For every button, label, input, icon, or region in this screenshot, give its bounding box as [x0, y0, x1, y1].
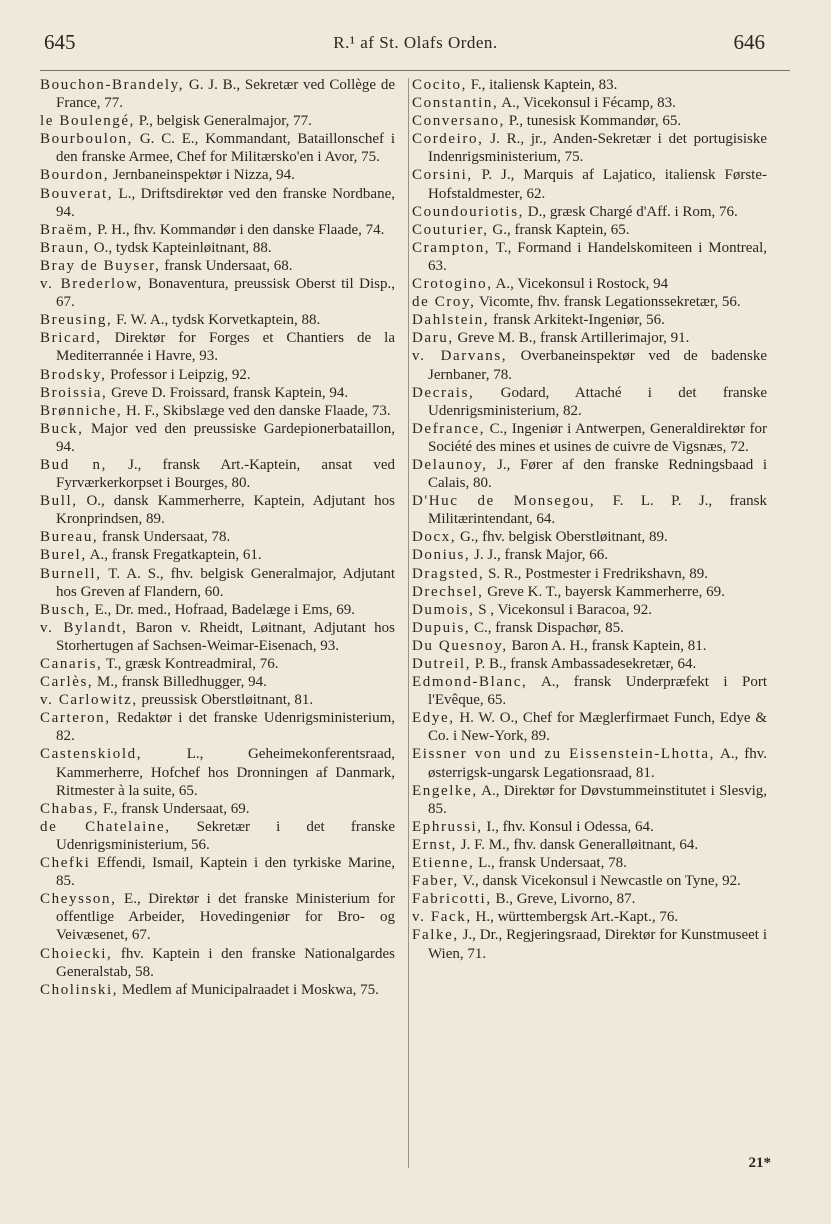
- entry-name: Delaunoy,: [412, 456, 488, 473]
- entry-name: Defrance,: [412, 420, 486, 437]
- entry-description: C., Ingeniør i Antwerpen, Generaldirektør for Société des mines et usines de cuivre de Vigsnæs, 72.: [428, 420, 767, 455]
- entry-name: Braëm,: [40, 221, 94, 238]
- index-entry: [412, 908, 767, 926]
- index-entry: [412, 818, 767, 836]
- entry-name: Burel,: [40, 547, 87, 564]
- entry-description: Godard, Attaché i det franske Udenrigsministerium, 82.: [428, 384, 767, 419]
- index-entry: [412, 655, 767, 673]
- entry-name: Chabas,: [40, 800, 100, 817]
- entry-name: le Boulengé,: [40, 113, 136, 130]
- entry-name: Dragsted,: [412, 565, 485, 582]
- entry-name: Fabricotti,: [412, 891, 492, 908]
- entry-name: de Croy,: [412, 294, 476, 311]
- entry-description: J., Dr., Regjeringsraad, Direktør for Kunstmuseet i Wien, 71.: [428, 927, 767, 962]
- index-entry: [412, 528, 767, 546]
- index-entry: [412, 673, 767, 709]
- index-entry: [40, 854, 395, 890]
- entry-description: Direktør for Forges et Chantiers de la Mediterrannée i Havre, 93.: [56, 330, 395, 365]
- index-entry: [412, 492, 767, 528]
- index-entry: [412, 384, 767, 420]
- index-entry: [40, 311, 395, 329]
- index-entry: [40, 329, 395, 365]
- index-entry: [40, 546, 395, 564]
- entry-description: A., Direktør for Døvstummeinstitutet i Slesvig, 85.: [428, 782, 767, 817]
- entry-name: Conversano,: [412, 113, 506, 130]
- entry-description: F., italiensk Kaptein, 83.: [466, 77, 618, 93]
- index-entry: [412, 637, 767, 655]
- entry-name: Engelke,: [412, 782, 478, 799]
- index-entry: [412, 329, 767, 347]
- entry-name: Coundouriotis,: [412, 203, 524, 220]
- entry-description: A., fransk Underpræfekt i Port l'Evêque, 65.: [428, 674, 767, 709]
- entry-name: Chefki: [40, 855, 91, 872]
- index-entry: [40, 745, 395, 799]
- entry-description: L., Geheimekonferentsraad, Kammerherre, Hofchef hos Dronningen af Danmark, Ritmester à la suite, 65.: [56, 746, 395, 799]
- right-column: [412, 76, 767, 963]
- index-entry: [40, 528, 395, 546]
- entry-description: G., fhv. belgisk Oberstløitnant, 89.: [456, 529, 668, 546]
- entry-description: fransk Undersaat, 68.: [160, 257, 293, 274]
- entry-description: L., Driftsdirektør ved den franske Nordbane, 94.: [56, 185, 395, 220]
- entry-name: Bud n,: [40, 456, 107, 473]
- entry-description: Major ved den preussiske Gardepionerbataillon, 94.: [56, 420, 395, 455]
- entry-name: Bull,: [40, 493, 78, 510]
- index-entry: [412, 709, 767, 745]
- index-entry: [412, 112, 767, 130]
- entry-description: G. C. E., Kommandant, Bataillonschef i den franske Armee, Chef for Militærsko'en i Avor, 75.: [56, 131, 395, 166]
- index-entry: [40, 818, 395, 854]
- index-entry: [412, 890, 767, 908]
- entry-description: A., fhv. østerrigsk-ungarsk Legationsraad, 81.: [428, 746, 767, 781]
- signature-mark: 21*: [748, 1155, 771, 1171]
- entry-description: C., fransk Dispachør, 85.: [470, 619, 624, 636]
- entry-name: Cordeiro,: [412, 131, 484, 148]
- left-column: [40, 76, 395, 999]
- entry-name: Bourdon,: [40, 167, 110, 184]
- entry-description: H. F., Skibslæge ved den danske Flaade, 73.: [122, 402, 391, 419]
- entry-description: Sekretær i det franske Udenrigsministerium, 56.: [56, 818, 395, 853]
- entry-description: Professor i Leipzig, 92.: [106, 366, 251, 383]
- entry-name: Bureau,: [40, 529, 99, 546]
- entry-description: fransk Arkitekt-Ingeniør, 56.: [489, 312, 665, 329]
- entry-name: Bourboulon,: [40, 131, 134, 148]
- entry-description: S. R., Postmester i Fredrikshavn, 89.: [484, 565, 709, 582]
- index-entry: [40, 945, 395, 981]
- entry-description: J. R., jr., Anden-Sekretær i det portugisiske Indenrigsministerium, 75.: [428, 131, 767, 166]
- index-entry: [40, 890, 395, 944]
- entry-name: Bricard,: [40, 330, 102, 347]
- index-entry: [40, 456, 395, 492]
- index-entry: [40, 673, 395, 691]
- entry-name: Decrais,: [412, 384, 475, 401]
- index-entry: [40, 981, 395, 999]
- entry-name: Dumois,: [412, 601, 475, 618]
- entry-description: F. L. P. J., fransk Militærintendant, 64.: [428, 493, 767, 528]
- index-entry: [412, 926, 767, 962]
- index-entry: [412, 745, 767, 781]
- entry-description: B., Greve, Livorno, 87.: [491, 891, 636, 908]
- index-entry: [40, 185, 395, 221]
- entry-name: Faber,: [412, 873, 459, 890]
- entry-name: Dupuis,: [412, 619, 471, 636]
- entry-description: J. F. M., fhv. dansk Generalløitnant, 64.: [457, 836, 699, 853]
- entry-description: Baron v. Rheidt, Løitnant, Adjutant hos Storhertugen af Sachsen-Weimar-Eisenach, 93.: [56, 619, 396, 654]
- entry-description: L., fransk Undersaat, 78.: [474, 855, 627, 872]
- entry-name: v. Brederlow,: [40, 276, 143, 293]
- entry-description: fransk Undersaat, 78.: [98, 529, 231, 546]
- index-entry: [412, 456, 767, 492]
- entry-description: Medlem af Municipalraadet i Moskwa, 75.: [118, 981, 379, 998]
- entry-name: Donius,: [412, 547, 471, 564]
- entry-name: Breusing,: [40, 312, 113, 329]
- index-entry: [412, 311, 767, 329]
- entry-description: I., fhv. Konsul i Odessa, 64.: [482, 818, 654, 835]
- index-entry: [412, 546, 767, 564]
- entry-name: Ephrussi,: [412, 818, 483, 835]
- entry-description: E., Direktør i det franske Ministerium for offentlige Arbeider, Hovedingeniør for Bro- og Veivæsenet, 67.: [56, 891, 395, 944]
- entry-description: J. J., fransk Major, 66.: [470, 547, 609, 564]
- page-number-left: 645: [44, 30, 76, 54]
- entry-description: F., fransk Undersaat, 69.: [99, 800, 250, 817]
- index-entry: [40, 275, 395, 311]
- entry-name: Carlès,: [40, 674, 94, 691]
- page-number-right: 646: [733, 30, 765, 54]
- entry-name: Eissner von und zu Eissenstein-Lhotta,: [412, 746, 715, 763]
- entry-name: Burnell,: [40, 565, 102, 582]
- index-entry: [40, 601, 395, 619]
- index-entry: [40, 800, 395, 818]
- entry-description: H., württembergsk Art.-Kapt., 76.: [471, 909, 679, 926]
- entry-description: O., dansk Kammerherre, Kaptein, Adjutant hos Kronprindsen, 89.: [56, 493, 395, 528]
- entry-name: Constantin,: [412, 95, 499, 112]
- entry-name: Carteron,: [40, 710, 111, 727]
- entry-name: Bouverat,: [40, 185, 114, 202]
- entry-name: Edmond-Blanc,: [412, 674, 528, 691]
- entry-name: Choiecki,: [40, 945, 113, 962]
- entry-name: Cheysson,: [40, 891, 117, 908]
- entry-description: T., Formand i Handelskomiteen i Montreal, 63.: [428, 239, 767, 274]
- index-entry: [412, 275, 767, 293]
- entry-name: Brønniche,: [40, 402, 123, 419]
- entry-description: Redaktør i det franske Udenrigsministerium, 82.: [56, 710, 395, 745]
- entry-name: Busch,: [40, 601, 91, 618]
- header-rule: [40, 70, 790, 71]
- entry-name: Dahlstein,: [412, 312, 490, 329]
- entry-description: J., fransk Art.-Kaptein, ansat ved Fyrværkerkorpset i Bourges, 80.: [56, 456, 396, 492]
- entry-name: v. Darvans,: [412, 348, 508, 365]
- index-entry: [40, 691, 395, 709]
- entry-name: Bray de Buyser,: [40, 257, 161, 274]
- index-entry: [40, 655, 395, 673]
- entry-description: Greve K. T., bayersk Kammerherre, 69.: [483, 583, 725, 600]
- index-entry: [40, 221, 395, 239]
- index-entry: [412, 565, 767, 583]
- index-entry: [40, 709, 395, 745]
- entry-description: S , Vicekonsul i Baracoa, 92.: [474, 601, 653, 618]
- index-entry: [40, 384, 395, 402]
- index-entry: [412, 601, 767, 619]
- entry-description: preussisk Oberstløitnant, 81.: [137, 692, 314, 709]
- entry-description: D., græsk Chargé d'Aff. i Rom, 76.: [524, 203, 738, 220]
- entry-name: v. Bylandt,: [40, 619, 128, 636]
- index-entry: [412, 782, 767, 818]
- index-entry: [412, 94, 767, 112]
- entry-description: Bonaventura, preussisk Oberst til Disp., 67.: [56, 276, 395, 311]
- entry-name: Canaris,: [40, 656, 103, 672]
- column-divider: [408, 78, 409, 1168]
- index-entry: [412, 293, 767, 311]
- entry-name: Falke,: [412, 927, 459, 944]
- entry-name: Bouchon-Brandely,: [40, 77, 185, 93]
- index-entry: [412, 583, 767, 601]
- index-entry: [412, 203, 767, 221]
- entry-description: Baron A. H., fransk Kaptein, 81.: [507, 637, 707, 654]
- entry-description: Overbaneinspektør ved de badenske Jernbaner, 78.: [428, 348, 767, 383]
- entry-name: Castenskiold,: [40, 746, 143, 763]
- entry-name: Ernst,: [412, 836, 458, 853]
- entry-name: Couturier,: [412, 221, 489, 238]
- index-entry: [40, 619, 395, 655]
- entry-description: Vicomte, fhv. fransk Legationssekretær, 56.: [475, 294, 741, 311]
- entry-description: Greve M. B., fransk Artillerimajor, 91.: [453, 330, 690, 347]
- entry-description: P., belgisk Generalmajor, 77.: [135, 113, 312, 130]
- entry-description: T. A. S., fhv. belgisk Generalmajor, Adjutant hos Greven af Flandern, 60.: [56, 565, 395, 600]
- entry-name: Du Quesnoy,: [412, 637, 508, 654]
- entry-name: Corsini,: [412, 167, 473, 184]
- entry-name: Dutreil,: [412, 656, 472, 672]
- index-entry: [412, 130, 767, 166]
- index-entry: [412, 221, 767, 239]
- entry-name: Drechsel,: [412, 583, 484, 600]
- entry-name: Cocito,: [412, 77, 467, 93]
- index-entry: [40, 492, 395, 528]
- running-title: R.¹ af St. Olafs Orden.: [333, 33, 498, 52]
- page-header: [0, 30, 831, 60]
- entry-name: Brodsky,: [40, 366, 107, 383]
- entry-description: A., fransk Fregatkaptein, 61.: [86, 547, 262, 564]
- entry-name: Braun,: [40, 239, 91, 256]
- entry-description: Effendi, Ismail, Kaptein i den tyrkiske Marine, 85.: [56, 855, 395, 890]
- entry-description: Jernbaneinspektør i Nizza, 94.: [109, 167, 295, 184]
- index-entry: [40, 420, 395, 456]
- entry-name: Daru,: [412, 330, 454, 347]
- index-entry: [40, 239, 395, 257]
- entry-description: P., tunesisk Kommandør, 65.: [505, 113, 682, 130]
- entry-name: de Chatelaine,: [40, 818, 171, 835]
- entry-name: v. Carlowitz,: [40, 692, 138, 709]
- index-entry: [412, 872, 767, 890]
- index-entry: [40, 166, 395, 184]
- index-entry: [40, 402, 395, 420]
- index-entry: [412, 239, 767, 275]
- index-entry: [412, 76, 767, 94]
- entry-description: P. B., fransk Ambassadesekretær, 64.: [471, 656, 697, 672]
- index-entry: [40, 366, 395, 384]
- index-entry: [40, 76, 395, 112]
- entry-description: M., fransk Billedhugger, 94.: [93, 674, 267, 691]
- entry-name: Broissia,: [40, 384, 108, 401]
- entry-name: Crampton,: [412, 239, 491, 256]
- entry-description: H. W. O., Chef for Mæglerfirmaet Funch, Edye & Co. i New-York, 89.: [428, 710, 767, 745]
- index-entry: [40, 565, 395, 601]
- index-entry: [40, 130, 395, 166]
- entry-name: D'Huc de Monsegou,: [412, 493, 596, 510]
- entry-description: G., fransk Kaptein, 65.: [488, 221, 630, 238]
- entry-description: Greve D. Froissard, fransk Kaptein, 94.: [107, 384, 349, 401]
- entry-description: T., græsk Kontreadmiral, 76.: [102, 656, 279, 672]
- entry-name: Etienne,: [412, 855, 475, 872]
- index-entry: [40, 257, 395, 275]
- index-entry: [412, 854, 767, 872]
- index-entry: [40, 112, 395, 130]
- entry-name: Cholinski,: [40, 981, 119, 998]
- index-entry: [412, 619, 767, 637]
- entry-description: A., Vicekonsul i Fécamp, 83.: [498, 95, 676, 112]
- entry-description: fhv. Kaptein i den franske Nationalgardes Generalstab, 58.: [56, 945, 395, 980]
- entry-description: O., tydsk Kapteinløitnant, 88.: [90, 239, 272, 256]
- index-entry: [412, 347, 767, 383]
- entry-description: E., Dr. med., Hofraad, Badelæge i Ems, 69.: [90, 601, 355, 618]
- entry-name: Edye,: [412, 710, 455, 727]
- index-entry: [412, 420, 767, 456]
- entry-description: F. W. A., tydsk Korvetkaptein, 88.: [112, 312, 321, 329]
- entry-name: Docx,: [412, 529, 457, 546]
- entry-name: Crotogino,: [412, 276, 493, 293]
- entry-description: A., Vicekonsul i Rostock, 94: [492, 276, 669, 293]
- entry-description: P. H., fhv. Kommandør i den danske Flaade, 74.: [93, 221, 385, 238]
- entry-description: G. J. B., Sekretær ved Collège de France, 77.: [56, 77, 395, 112]
- entry-name: v. Fack,: [412, 909, 472, 926]
- entry-name: Buck,: [40, 420, 84, 437]
- index-entry: [412, 166, 767, 202]
- entry-description: J., Fører af den franske Redningsbaad i Calais, 80.: [428, 456, 767, 492]
- index-entry: [412, 836, 767, 854]
- entry-description: P. J., Marquis af Lajatico, italiensk Første-Hofstaldmester, 62.: [428, 167, 767, 202]
- entry-description: V., dansk Vicekonsul i Newcastle on Tyne, 92.: [458, 873, 741, 890]
